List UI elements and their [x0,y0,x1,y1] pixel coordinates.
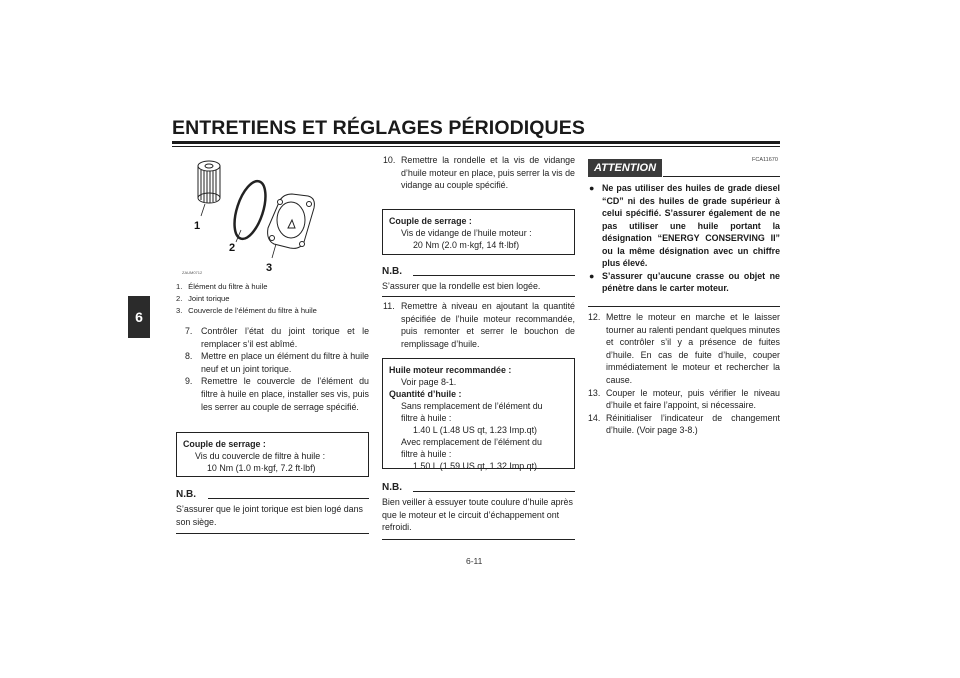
caption-item: 2. Joint torique [176,294,230,303]
step-10 [383,154,575,192]
title-rule-thick [172,141,780,144]
box-heading: Couple de serrage : [183,439,266,449]
oil-filter-illustration [176,158,366,278]
o-ring-drawing [228,177,271,242]
caption-item: 1. Élément du filtre à huile [176,282,268,291]
callout-3: 3 [266,262,273,274]
nb-rule [413,491,575,492]
nb-heading: N.B. [176,489,196,500]
box-heading: Huile moteur recommandée : [389,365,512,375]
bullet-icon: ● [589,270,595,281]
torque-box-cover [176,432,369,477]
attention-rule [663,176,780,177]
step-item: 12. Mettre le moteur en marche et le laisser tourner au ralenti pendant quelques minutes et contrôler s’il y a présence de fuites d’huile. En cas de fuite d’huile, couper immédiatement le moteur et rechercher la cause. [588,312,780,385]
nb-text: S’assurer que le joint torique est bien logé dans son siège. [176,504,363,527]
nb-rule [382,296,575,297]
bullet-icon: ● [589,183,595,193]
nb-heading: N.B. [382,266,402,277]
nb-rule [176,533,369,534]
step-item: 10. Remettre la rondelle et la vis de vidange d’huile moteur en place, puis serrer la vis de vidange au couple spécifié. [383,155,575,191]
nb-rule [413,275,575,276]
caption-item: 3. Couvercle de l’élément du filtre à huile [176,306,317,315]
box-line: filtre à huile : [401,413,452,423]
nb-rule [208,498,369,499]
callout-2: 2 [229,242,236,254]
box-line: Avec remplacement de l’élément du [401,437,542,447]
attention-item: ● S’assurer qu’aucune crasse ou objet ne pénètre dans le carter moteur. [589,270,780,293]
box-line: Vis du couvercle de filtre à huile : [195,451,326,461]
box-line: filtre à huile : [401,449,452,459]
page-title: ENTRETIENS ET RÉGLAGES PÉRIODIQUES [172,117,585,139]
callout-1: 1 [194,220,201,232]
nb-text: S’assurer que la rondelle est bien logée. [382,281,541,291]
torque-box-drain [382,209,575,255]
box-line: Sans remplacement de l’élément du [401,401,543,411]
step-11 [383,300,575,350]
figure-code: ZAUM0712 [182,270,203,275]
figure-captions [176,281,376,317]
step-item: 11. Remettre à niveau en ajoutant la quantité spécifiée de l’huile moteur recommandée, puis remonter et serrer le bouchon de remplissage d’huile. [383,301,575,349]
attention-code: FCA11670 [752,157,778,163]
attention-bottom-rule [588,306,780,307]
nb-rule [382,539,575,540]
step-item: 14. Réinitialiser l’indicateur de changement d’huile. (Voir page 3-8.) [588,412,780,436]
box-line: Vis de vidange de l’huile moteur : [401,228,532,238]
left-steps [185,325,369,413]
filter-cover-drawing [268,194,315,248]
right-steps [588,311,780,437]
page-number: 6-11 [466,556,483,566]
title-rule-thin [172,146,780,147]
attention-label: ATTENTION [588,159,662,177]
box-line: 10 Nm (1.0 m·kgf, 7.2 ft·lbf) [207,463,316,473]
box-heading: Quantité d’huile : [389,389,462,399]
nb-text: Bien veiller à essuyer toute coulure d’huile après que le moteur et le circuit d’échappement ont refroidi. [382,497,573,533]
step-item: 7. Contrôler l’état du joint torique et le remplacer s’il est abîmé. [185,326,369,349]
box-line: Voir page 8-1. [401,377,457,387]
box-line: 1.40 L (1.48 US qt, 1.23 Imp.qt) [413,425,537,435]
box-line: 20 Nm (2.0 m·kgf, 14 ft·lbf) [413,240,520,250]
step-item: 13. Couper le moteur, puis vérifier le niveau d’huile et faire l’appoint, si nécessaire. [588,387,780,411]
oil-filter-element-drawing [198,161,220,203]
oil-spec-box [382,358,575,469]
box-heading: Couple de serrage : [389,216,472,226]
chapter-tab: 6 [128,296,150,338]
attention-text [588,182,780,295]
step-item: 8. Mettre en place un élément du filtre à huile neuf et un joint torique. [185,351,369,374]
nb-heading: N.B. [382,482,402,493]
attention-item: ● Ne pas utiliser des huiles de grade diesel “CD” ni des huiles de grade supérieur à celui spécifié. S’assurer également de ne pas utiliser une huile portant la désignation “ENERGY CONSERVING II” ou la même désignation avec un chiffre plus élevé. [589,183,780,268]
box-line: 1.50 L (1.59 US qt, 1.32 Imp.qt) [413,461,537,471]
step-item: 9. Remettre le couvercle de l’élément du filtre à huile en place, installer ses vis, puis les serrer au couple de serrage spécifié. [185,376,369,412]
